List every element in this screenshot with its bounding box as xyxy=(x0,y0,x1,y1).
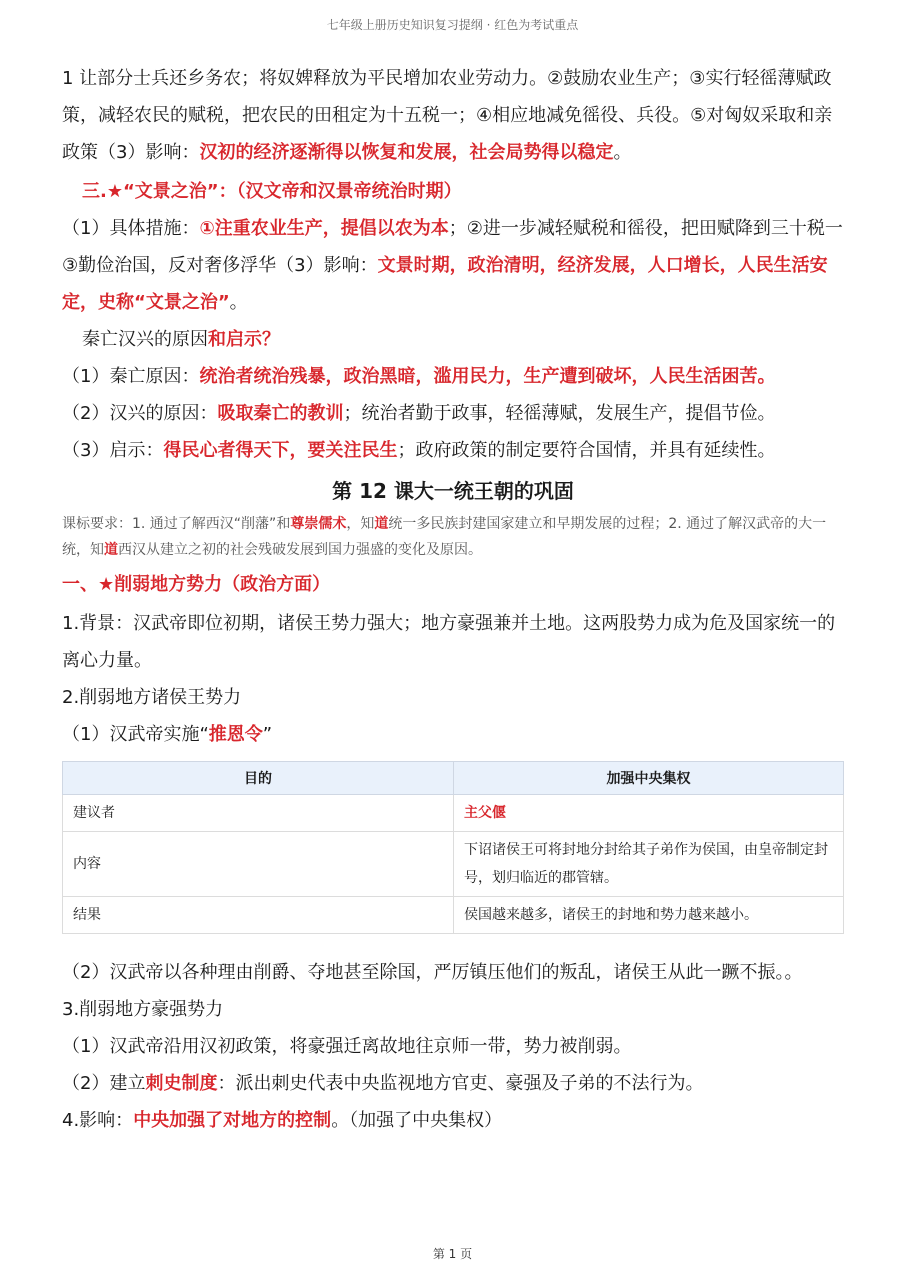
suppress-rebellion-line: （2）汉武帝以各种理由削爵、夺地甚至除国，严厉镇压他们的叛乱，诸侯王从此一蹶不振。。 xyxy=(62,962,803,983)
req-text-2: ，知 xyxy=(346,516,375,532)
enlightenment-text: ；政府政策的制定要符合国情，并具有延续性。 xyxy=(397,440,776,461)
paragraph-han-early-policy xyxy=(62,60,844,171)
tuien-highlight: 推恩令 xyxy=(208,724,263,745)
subsection-local-magnates: 3.削弱地方豪强势力 xyxy=(62,999,224,1020)
wenjing-measures xyxy=(62,210,844,247)
req-text-4: 西汉从建立之初的社会残破发展到国力强盛的变化及原因。 xyxy=(118,542,482,558)
req-highlight-3: 道 xyxy=(104,542,118,558)
impact-end: 。 xyxy=(229,292,248,313)
inspector-label: （2）建立 xyxy=(62,1073,146,1094)
table-cell-result-label: 结果 xyxy=(63,897,454,934)
impact-label: ③勤俭治国，反对奢侈浮华（3）影响： xyxy=(62,255,378,276)
qinhan-question xyxy=(62,321,844,358)
enlightenment-label: （3）启示： xyxy=(62,440,164,461)
req-text-1: 课标要求：1. 通过了解西汉“削藩”和 xyxy=(62,516,291,532)
measures-label: （1）具体措施： xyxy=(62,218,200,239)
inspector-system-line xyxy=(62,1065,844,1102)
table-row xyxy=(63,832,844,897)
influence-highlight: 中央加强了对地方的控制 xyxy=(133,1110,332,1131)
document-body xyxy=(62,60,844,1139)
policy-end: 。 xyxy=(613,142,632,163)
table-cell-result: 侯国越来越多，诸侯王的封地和势力越来越小。 xyxy=(454,897,844,934)
page-number: 第 1 页 xyxy=(432,1247,473,1261)
table-row xyxy=(63,897,844,934)
measures-text: ；②进一步减轻赋税和徭役，把田赋降到三十税一 xyxy=(448,218,843,239)
subsection-vassal-kings: 2.削弱地方诸侯王势力 xyxy=(62,687,242,708)
table-header-purpose: 目的 xyxy=(63,762,454,795)
table-cell-proposer-label: 建议者 xyxy=(63,795,454,832)
qin-fall-reason xyxy=(62,358,844,395)
influence-label: 4.影响： xyxy=(62,1110,134,1131)
page-header: 七年级上册历史知识复习提纲 · 红色为考试重点 xyxy=(326,18,579,32)
table-cell-content: 下诏诸侯王可将封地分封给其子弟作为侯国，由皇帝制定封号，划归临近的郡管辖。 xyxy=(454,832,844,897)
tuien-decree-line xyxy=(62,716,844,753)
table-cell-proposer: 主父偃 xyxy=(454,795,844,832)
table-header-centralization: 加强中央集权 xyxy=(454,762,844,795)
measures-highlight: ①注重农业生产，提倡以农为本 xyxy=(199,218,449,239)
han-rise-reason xyxy=(62,395,844,432)
lesson-enlightenment xyxy=(62,432,844,469)
relocate-magnates-line: （1）汉武帝沿用汉初政策，将豪强迁离故地往京师一带，势力被削弱。 xyxy=(62,1036,632,1057)
background-paragraph: 1.背景：汉武帝即位初期，诸侯王势力强大；地方豪强兼并土地。这两股势力成为危及国家统一的离心力量。 xyxy=(62,613,836,671)
lesson-title: 第 12 课大一统王朝的巩固 xyxy=(332,479,574,503)
influence-text: 。（加强了中央集权） xyxy=(331,1110,503,1131)
influence-line xyxy=(62,1102,844,1139)
wenjing-impact xyxy=(62,247,844,321)
enlightenment-highlight: 得民心者得天下，要关注民生 xyxy=(163,440,398,461)
inspector-highlight: 刺史制度 xyxy=(145,1073,218,1094)
table-row xyxy=(63,795,844,832)
inspector-text: ：派出刺史代表中央监视地方官吏、豪强及子弟的不法行为。 xyxy=(217,1073,704,1094)
wenjing-heading: 三.★“文景之治”：（汉文帝和汉景帝统治时期） xyxy=(82,181,462,202)
curriculum-requirements xyxy=(62,511,844,563)
qin-reason-label: （1）秦亡原因： xyxy=(62,366,200,387)
tuien-text: （1）汉武帝实施“ xyxy=(62,724,209,745)
req-highlight-2: 道 xyxy=(374,516,389,532)
policy-impact-highlight: 汉初的经济逐渐得以恢复和发展，社会局势得以稳定 xyxy=(199,142,614,163)
qin-reason-highlight: 统治者统治残暴，政治黑暗，滥用民力，生产遭到破坏，人民生活困苦。 xyxy=(199,366,776,387)
policy-text: 1 让部分士兵还乡务农；将奴婢释放为平民增加农业劳动力。②鼓励农业生产；③实行轻徭薄赋政策，减轻农民的赋税，把农民的田租定为十五税一；④相应地减免徭役、兵役。⑤对匈奴采取和亲政策（3）影响： xyxy=(62,68,833,163)
question-highlight: 和启示？ xyxy=(208,329,280,350)
han-reason-text: ；统治者勤于政事，轻徭薄赋，发展生产，提倡节俭。 xyxy=(343,403,776,424)
tuien-quote-end: ” xyxy=(262,724,273,745)
han-reason-highlight: 吸取秦亡的教训 xyxy=(217,403,344,424)
impact-highlight: 文景时期，政治清明，经济发展，人口增长，人民生活安定，史称“文景之治” xyxy=(62,255,828,313)
table-cell-content-label: 内容 xyxy=(63,832,454,897)
han-reason-label: （2）汉兴的原因： xyxy=(62,403,218,424)
tuien-table xyxy=(62,761,844,934)
req-highlight-1: 尊崇儒术 xyxy=(290,516,347,532)
table-header-row xyxy=(63,762,844,795)
section-heading-weaken-local: 一、★削弱地方势力（政治方面） xyxy=(62,574,331,595)
question-text: 秦亡汉兴的原因 xyxy=(82,329,208,350)
req-text-3: 统一多民族封建国家建立和早期发展的过程；2. 通过了解汉武帝的大一统，知 xyxy=(62,516,827,558)
